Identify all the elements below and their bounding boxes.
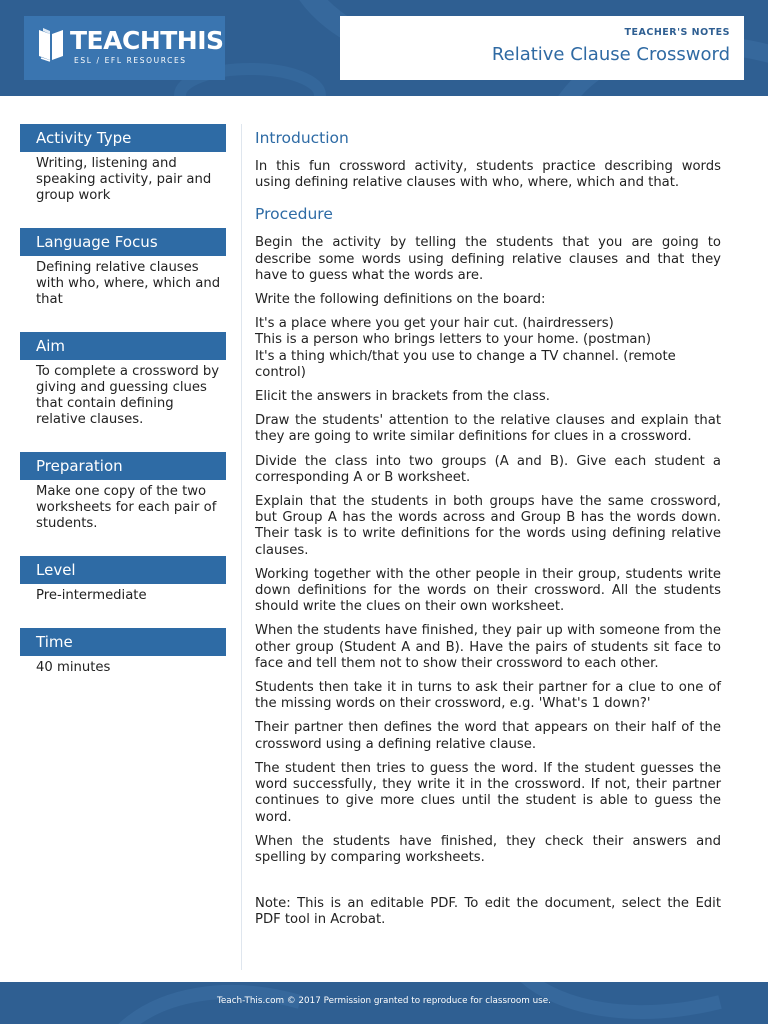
sidebar-heading: Activity Type	[20, 124, 226, 152]
sidebar-heading: Language Focus	[20, 228, 226, 256]
procedure-paragraph: Draw the students' attention to the relative clauses and explain that they are going to write similar definitions for clues in a crossword.	[255, 413, 721, 445]
sidebar-text: To complete a crossword by giving and guessing clues that contain defining relative clauses.	[36, 364, 220, 427]
procedure-paragraph: When the students have finished, they check their answers and spelling by comparing worksheets.	[255, 833, 721, 865]
sidebar-section-preparation	[20, 452, 226, 556]
procedure-paragraph: Explain that the students in both groups have the same crossword, but Group A has the words across and Group B has the words down. Their task is to write definitions for the words using defining relative clauses.	[255, 494, 721, 558]
header-banner	[0, 0, 768, 96]
example-definition: This is a person who brings letters to your home. (postman)	[255, 332, 652, 348]
main-content	[255, 128, 721, 929]
procedure-paragraph: Working together with the other people in their group, students write down definitions for the words on their crossword. All the students should write the clues on their own worksheet.	[255, 566, 721, 615]
procedure-paragraph: Begin the activity by telling the students that you are going to describe some words using defining relative clauses and that they have to guess what the words are.	[255, 235, 721, 283]
procedure-paragraph: Their partner then defines the word that appears on their half of the crossword using a defining relative clause.	[255, 720, 721, 752]
example-definitions	[255, 316, 721, 381]
sidebar-text: Pre-intermediate	[36, 588, 147, 603]
title-panel	[340, 16, 744, 80]
sidebar-text: 40 minutes	[36, 660, 111, 675]
procedure-paragraph: Write the following definitions on the board:	[255, 292, 546, 308]
procedure-paragraph: When the students have finished, they pair up with someone from the other group (Student A and B). Have the pairs of students sit face to face and tell them not to show their crossword to each other.	[255, 623, 721, 671]
sidebar-text: Defining relative clauses with who, where, which and that	[36, 260, 221, 307]
example-definition: It's a thing which/that you use to change a TV channel. (remote control)	[255, 348, 676, 380]
sidebar-text: Make one copy of the two worksheets for each pair of students.	[36, 484, 217, 531]
introduction-text: In this fun crossword activity, students practice describing words using defining relative clauses with who, where, which and that.	[255, 159, 721, 191]
sidebar-heading: Preparation	[20, 452, 226, 480]
sidebar-text: Writing, listening and speaking activity, pair and group work	[36, 156, 212, 203]
sidebar-heading: Aim	[20, 332, 226, 360]
sidebar-section-language-focus	[20, 228, 226, 332]
procedure-paragraph: Divide the class into two groups (A and B). Give each student a corresponding A or B worksheet.	[255, 453, 721, 485]
editable-pdf-note: Note: This is an editable PDF. To edit the document, select the Edit PDF tool in Acrobat.	[255, 896, 721, 928]
procedure-paragraph: Elicit the answers in brackets from the class.	[255, 389, 550, 405]
column-divider	[241, 124, 242, 970]
sidebar-section-time	[20, 628, 226, 688]
sidebar-section-aim	[20, 332, 226, 452]
footer-banner	[0, 982, 768, 1024]
book-icon	[36, 26, 66, 62]
sidebar-section-level	[20, 556, 226, 628]
brand-name: TEACHTHIS	[70, 26, 224, 55]
sidebar-heading: Level	[20, 556, 226, 584]
copyright-notice: Teach-This.com © 2017 Permission granted to reproduce for classroom use.	[217, 996, 551, 1006]
sidebar-section-activity-type	[20, 124, 226, 228]
sidebar-heading: Time	[20, 628, 226, 656]
brand-logo[interactable]	[24, 16, 225, 80]
procedure-heading: Procedure	[255, 205, 333, 224]
sidebar	[20, 124, 226, 688]
procedure-paragraph: The student then tries to guess the word. If the student guesses the word successfully, they write it in the crossword. If not, their partner continues to give more clues until the student is able to guess the word.	[255, 760, 721, 825]
brand-tagline: ESL / EFL RESOURCES	[74, 56, 187, 65]
procedure-paragraph: Students then take it in turns to ask their partner for a clue to one of the missing words on their crossword, e.g. 'What's 1 down?'	[255, 680, 721, 712]
example-definition: It's a place where you get your hair cut. (hairdressers)	[255, 316, 614, 332]
introduction-heading: Introduction	[255, 129, 349, 147]
page-title: Relative Clause Crossword	[491, 44, 730, 65]
document-kicker: TEACHER'S NOTES	[624, 27, 730, 38]
